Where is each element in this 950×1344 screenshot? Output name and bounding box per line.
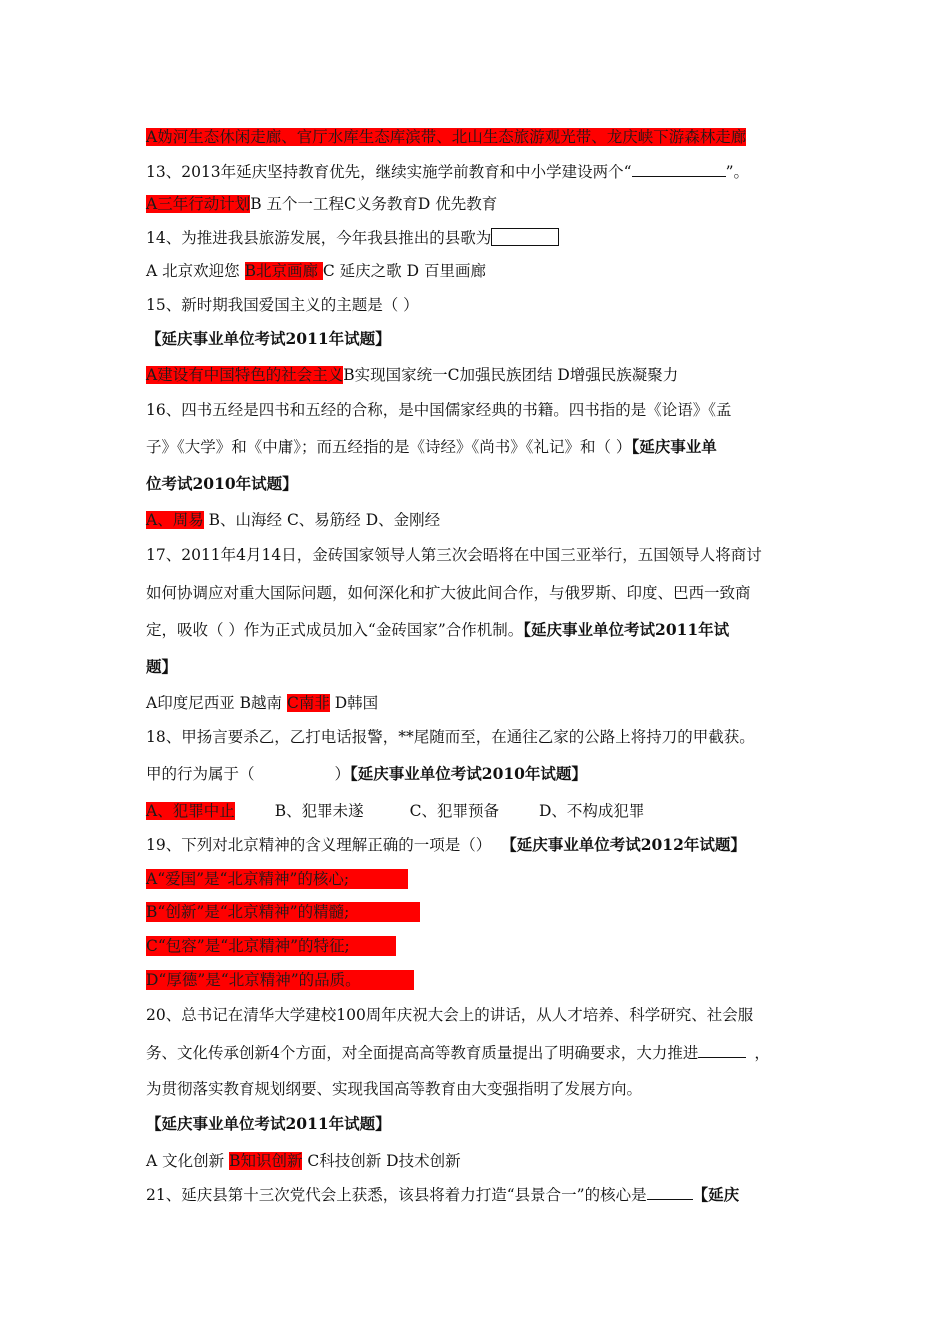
q15-options: A建设有中国特色的社会主义B实现国家统一C加强民族团结 D增强民族凝聚力 — [146, 366, 679, 384]
q13-options: A三年行动计划B 五个一工程C义务教育D 优先教育 — [146, 195, 498, 213]
q19-option-b — [146, 902, 420, 922]
q14-question: 14、为推进我县旅游发展，今年我县推出的县歌为 — [146, 228, 559, 248]
highlighted-answer: A、周易 — [146, 511, 204, 529]
q18-line-1: 18、甲扬言要杀乙，乙打电话报警，**尾随而至，在通往乙家的公路上将持刀的甲截获。 — [146, 728, 755, 746]
answer-box — [491, 228, 559, 246]
highlighted-answer: B知识创新 — [229, 1152, 303, 1170]
q20-line-3: 为贯彻落实教育规划纲要、实现我国高等教育由大变强指明了发展方向。 — [146, 1080, 643, 1098]
q19-option-c — [146, 936, 396, 956]
q16-line-2: 子》《大学》和《中庸》；而五经指的是《诗经》《尚书》《礼记》和（ ）【延庆事业单 — [146, 437, 717, 456]
q14-options: A 北京欢迎您 B北京画廊 C 延庆之歌 D 百里画廊 — [146, 262, 486, 280]
q20-line-2: 务、文化传承创新4个方面，对全面提高高等教育质量提出了明确要求，大力推进 ， — [146, 1044, 770, 1062]
q17-line-3: 定，吸收（ ）作为正式成员加入“金砖国家”合作机制。【延庆事业单位考试2011年试 — [146, 620, 730, 639]
q17-line-2: 如何协调应对重大国际问题，如何深化和扩大彼此间合作，与俄罗斯、印度、巴西一致商 — [146, 584, 751, 602]
highlighted-answer: A妫河生态休闲走廊、官厅水库生态库滨带、北山生态旅游观光带、龙庆峡下游森林走廊 — [146, 128, 747, 146]
q19-option-d — [146, 970, 414, 990]
highlighted-answer: A建设有中国特色的社会主义 — [146, 366, 344, 384]
answer-blank — [647, 1199, 693, 1200]
q17-line-1: 17、2011年4月14日，金砖国家领导人第三次会晤将在中国三亚举行，五国领导人将商讨 — [146, 546, 762, 564]
highlighted-answer: A“爱国”是“北京精神”的核心; — [146, 869, 408, 889]
q17-options: A印度尼西亚 B越南 C南非 D韩国 — [146, 694, 379, 712]
highlighted-answer: C“包容”是“北京精神”的特征; — [146, 936, 396, 956]
q20-options: A 文化创新 B知识创新 C科技创新 D技术创新 — [146, 1152, 461, 1170]
highlighted-answer: A、犯罪中止 — [146, 802, 235, 820]
q18-options: A、犯罪中止 B、犯罪未遂 C、犯罪预备 D、不构成犯罪 — [146, 802, 645, 820]
answer-blank — [698, 1057, 746, 1058]
q18-line-2: 甲的行为属于（ ）【延庆事业单位考试2010年试题】 — [146, 764, 587, 783]
q19-option-a — [146, 869, 408, 889]
highlighted-answer: D“厚德”是“北京精神”的品质。 — [146, 970, 414, 990]
highlighted-answer: A三年行动计划 — [146, 195, 251, 213]
q17-source: 题】 — [146, 657, 178, 676]
q15-source: 【延庆事业单位考试2011年试题】 — [146, 329, 391, 348]
q20-source: 【延庆事业单位考试2011年试题】 — [146, 1114, 391, 1133]
answer-blank — [632, 176, 726, 177]
q16-options: A、周易 B、山海经 C、易筋经 D、金刚经 — [146, 511, 441, 529]
q15-question: 15、新时期我国爱国主义的主题是（ ） — [146, 296, 419, 314]
q19-question: 19、下列对北京精神的含义理解正确的一项是（） 【延庆事业单位考试2012年试题】 — [146, 835, 746, 854]
highlighted-answer: C南非 — [286, 694, 330, 712]
q21-question: 21、延庆县第十三次党代会上获悉，该县将着力打造“县景合一”的核心是 【延庆 — [146, 1185, 740, 1204]
q16-source: 位考试2010年试题】 — [146, 474, 298, 493]
highlighted-answer: B北京画廊 — [244, 262, 323, 280]
highlighted-answer: B“创新”是“北京精神”的精髓; — [146, 902, 420, 922]
q20-line-1: 20、总书记在清华大学建校100周年庆祝大会上的讲话，从人才培养、科学研究、社会服 — [146, 1006, 754, 1024]
q13-question: 13、2013年延庆坚持教育优先，继续实施学前教育和中小学建设两个“ ”。 — [146, 163, 750, 181]
q16-line-1: 16、四书五经是四书和五经的合称，是中国儒家经典的书籍。四书指的是《论语》《孟 — [146, 401, 732, 419]
q12-option-a-line — [146, 127, 746, 147]
